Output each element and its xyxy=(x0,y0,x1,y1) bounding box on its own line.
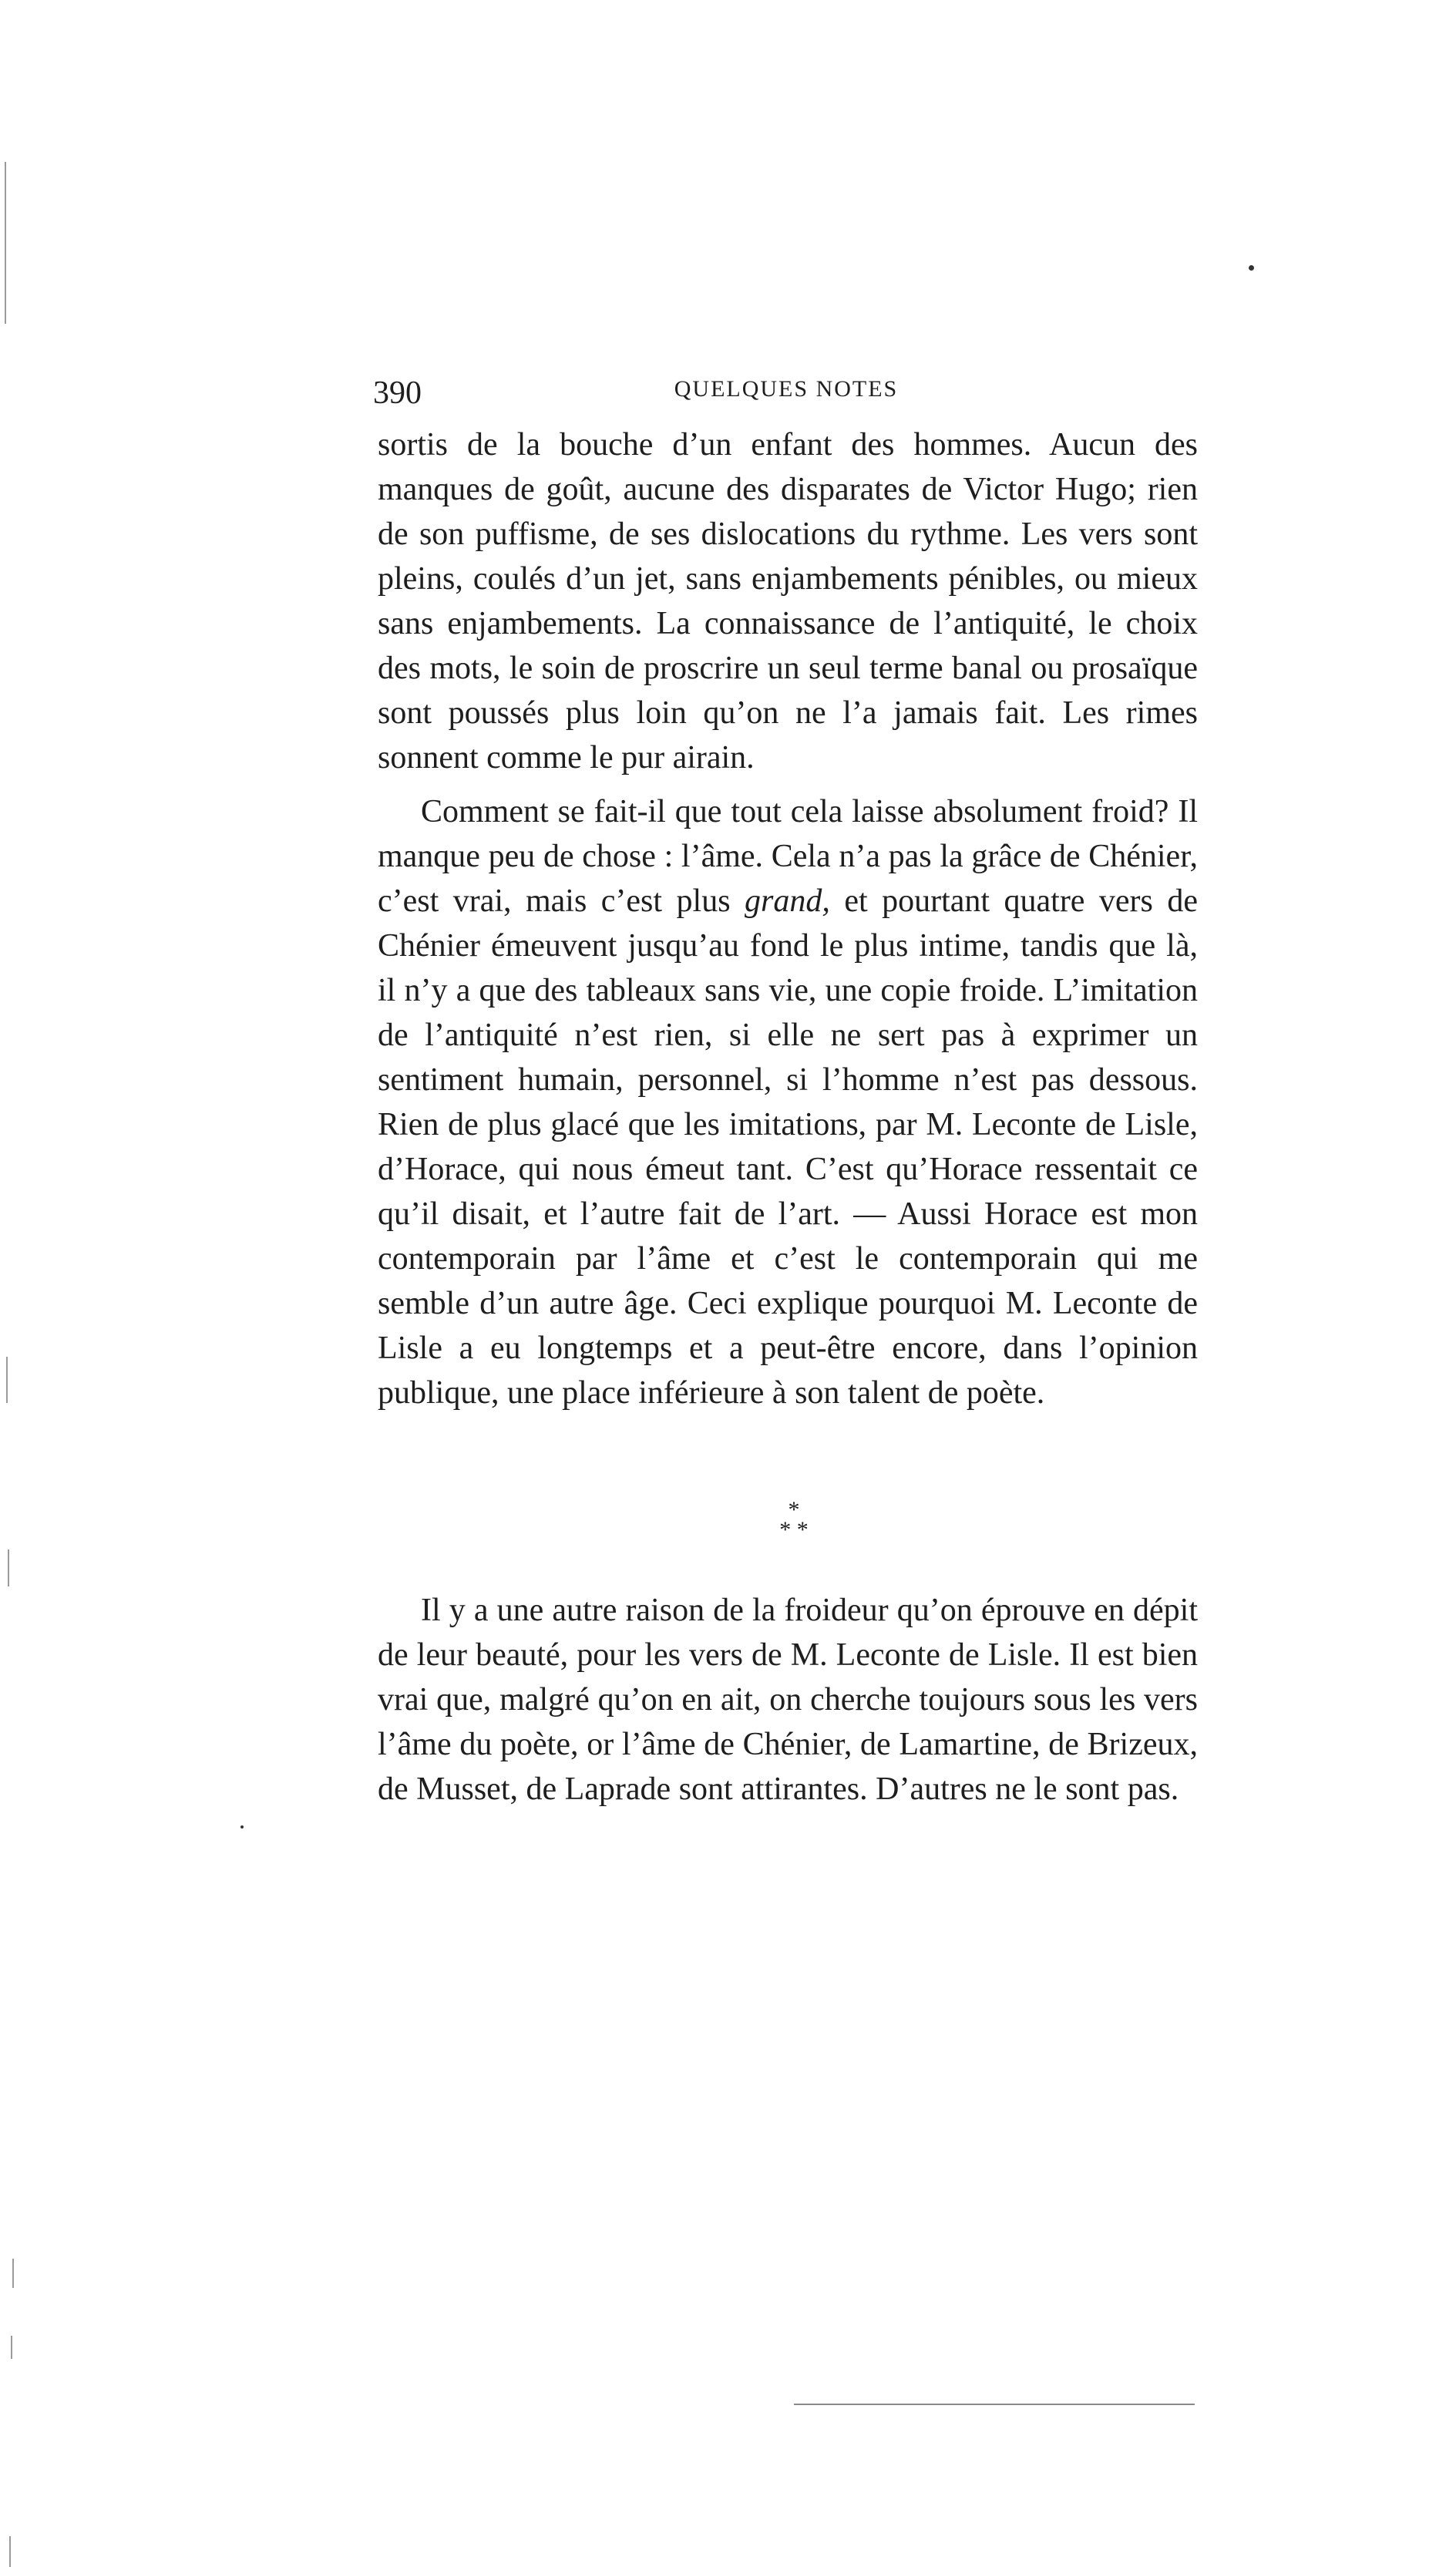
paragraph xyxy=(378,789,1198,1415)
paragraph-text: et pourtant quatre vers de Chénier émeuvent jusqu’au fond le plus intime, tandis que là, il n’y a que des tableaux sans vie, une copie froide. L’imitation de l’antiquité n’est rien, si elle ne sert pas à exprimer un sentiment humain, personnel, si l’homme n’est pas dessous. Rien de plus glacé que les imitations, par M. Leconte de Lisle, d’Horace, qui nous émeut tant. C’est qu’Horace ressentait ce qu’il disait, et l’autre fait de l’art. — Aussi Horace est mon contemporain par l’âme et c’est le contemporain qui me semble d’un autre âge. Ceci explique pourquoi M. Leconte de Lisle a eu longtemps et a peut-être encore, dans l’opinion publique, une place inférieure à son talent de poète. xyxy=(378,883,1198,1411)
body-text-continued xyxy=(378,422,1198,780)
scan-bottom-rule xyxy=(794,2404,1195,2405)
section-break-asterism xyxy=(755,1497,832,1543)
body-text-after-break xyxy=(378,1588,1198,1812)
running-head xyxy=(373,368,1199,415)
paragraph-text: Comment se fait-il que tout cela laisse absolument froid? Il manque peu de chose : l’âme. Cela n’a pas la grâce de Chénier, c’est vrai, mais c’est plus xyxy=(378,794,1198,919)
body-text-main xyxy=(378,789,1198,1415)
asterism-top: * xyxy=(788,1497,800,1522)
paragraph: sortis de la bouche d’un enfant des hommes. Aucun des manques de goût, aucune des disparates de Victor Hugo; rien de son puffisme, de ses dislocations du rythme. Les vers sont pleins, coulés d’un jet, sans enjambements pénibles, ou mieux sans enjambements. La connaissance de l’antiquité, le choix des mots, le soin de proscrire un seul terme banal ou prosaïque sont poussés plus loin qu’on ne l’a jamais fait. Les rimes sonnent comme le pur airain. xyxy=(378,427,1198,775)
emphasized-word: grand, xyxy=(745,883,830,919)
running-title: QUELQUES NOTES xyxy=(674,376,899,402)
scan-edge-mark xyxy=(12,2259,14,2288)
scan-speck xyxy=(240,1825,244,1829)
paragraph: Il y a une autre raison de la froideur qu’on éprouve en dépit de leur beauté, pour les vers de M. Leconte de Lisle. Il est bien vrai que, malgré qu’on en ait, on cherche toujours sous les vers l’âme du poète, or l’âme de Chénier, de Lamartine, de Brizeux, de Musset, de Laprade sont attirantes. D’autres ne le sont pas. xyxy=(378,1593,1198,1807)
scan-edge-mark xyxy=(11,2336,12,2359)
asterism-bottom: * * xyxy=(779,1517,809,1543)
page-number: 390 xyxy=(373,375,422,411)
scan-edge-mark xyxy=(6,1357,8,1403)
scan-edge-mark xyxy=(9,2536,11,2567)
scan-edge-mark xyxy=(8,1549,9,1586)
scan-edge-mark xyxy=(5,162,6,324)
scan-speck xyxy=(1249,265,1254,271)
